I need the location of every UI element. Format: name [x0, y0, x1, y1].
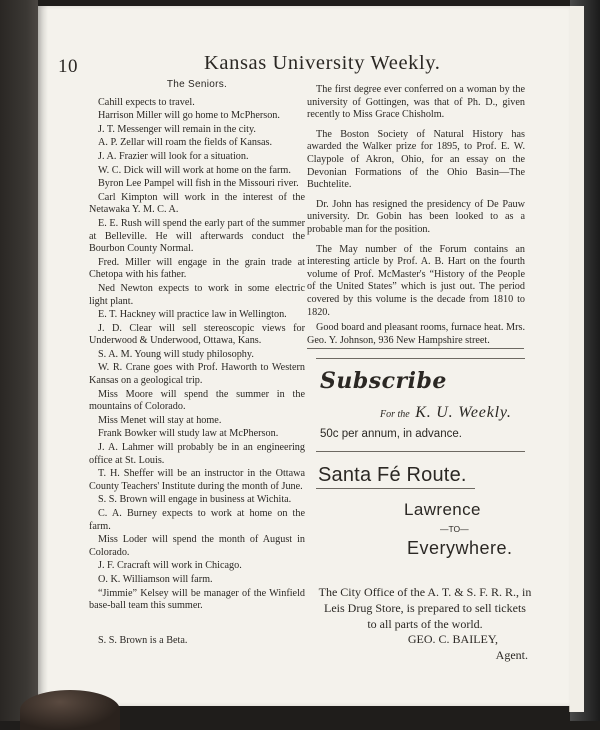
news-note: Dr. John has resigned the presidency of De Pauw university. Dr. Gobin has been looked to as a probable man for the position. — [307, 198, 525, 235]
subscription-price: 50c per annum, in advance. — [320, 428, 462, 440]
next-page-edge — [569, 6, 584, 712]
board-notice: Good board and pleasant rooms, furnace heat. Mrs. Geo. Y. Johnson, 936 New Hampshire street. — [307, 322, 525, 346]
for-the-text: For the — [380, 409, 410, 420]
senior-item: Harrison Miller will go home to McPherson. — [98, 110, 280, 122]
thumb-holding-page — [20, 690, 120, 730]
route-destination: Everywhere. — [407, 538, 513, 558]
route-from: Lawrence — [404, 500, 481, 519]
book-left-edge — [0, 0, 38, 721]
route-to-label: —TO— — [440, 524, 469, 534]
senior-item: J. A. Lahmer will probably be in an engineering office at St. Louis. — [89, 442, 305, 466]
paper-name: K. U. Weekly. — [415, 404, 512, 421]
notes-column — [307, 84, 525, 346]
news-note: The Boston Society of Natural History has awarded the Walker prize for 1895, to Prof. E. W. Claypole of Akron, Ohio, for an essay on the Devonian Formations of the Ohio Basin—The Buchtelite. — [307, 128, 525, 191]
senior-item: “Jimmie” Kelsey will be manager of the Winfield base-ball team this summer. — [89, 587, 305, 612]
subscribe-for-line — [380, 404, 512, 422]
senior-item: T. H. Sheffer will be an instructor in the Ottawa County Teachers' Institute during the month of June. — [89, 468, 305, 492]
senior-item: W. R. Crane goes with Prof. Haworth to Western Kansas on a geological trip. — [89, 362, 305, 387]
page-number: 10 — [58, 56, 78, 77]
seniors-column — [89, 79, 305, 648]
agent-role: Agent. — [495, 648, 528, 662]
senior-item: A. P. Zellar will roam the fields of Kansas. — [98, 137, 272, 149]
senior-item: Fred. Miller will engage in the grain trade at Chetopa with his father. — [89, 256, 305, 281]
senior-item: S. S. Brown will engage in business at Wichita. — [98, 494, 292, 506]
subscribe-headline: Subscribe — [320, 368, 447, 394]
senior-item: Cahill expects to travel. — [98, 96, 195, 108]
senior-item: E. T. Hackney will practice law in Wellington. — [98, 309, 287, 321]
divider-rule-2 — [316, 358, 525, 359]
ticket-office-notice — [318, 584, 532, 663]
senior-item: J. T. Messenger will remain in the city. — [98, 123, 256, 135]
senior-item: Byron Lee Pampel will fish in the Missouri river. — [98, 178, 299, 190]
office-text: The City Office of the A. T. & S. F. R. R., in Leis Drug Store, is prepared to sell tickets to all parts of the world. — [318, 585, 532, 631]
seniors-heading: The Seniors. — [166, 79, 228, 90]
senior-item: Ned Newton expects to work in some electric light plant. — [89, 282, 305, 307]
agent-name: GEO. C. BAILEY, — [407, 632, 498, 646]
news-note: The first degree ever conferred on a woman by the university of Gottingen, was that of Ph. D., given recently to Miss Grace Chisholm. — [307, 84, 525, 121]
santa-fe-underline — [316, 488, 475, 489]
senior-item: J. F. Cracraft will work in Chicago. — [98, 560, 242, 572]
divider-rule — [307, 348, 524, 349]
seniors-list — [89, 97, 305, 613]
senior-item: Miss Moore will spend the summer in the mountains of Colorado. — [89, 388, 305, 413]
senior-item: Miss Loder will spend the month of August in Colorado. — [89, 534, 305, 558]
seniors-footer-note: S. S. Brown is a Beta. — [98, 634, 188, 646]
senior-item: Carl Kimpton will work in the interest of the Netawaka Y. M. C. A. — [89, 191, 305, 216]
senior-item: C. A. Burney expects to work at home on the farm. — [89, 508, 305, 532]
santa-fe-title: Santa Fé Route. — [318, 464, 467, 486]
masthead-title: Kansas University Weekly. — [204, 52, 441, 74]
senior-item: J. A. Frazier will look for a situation. — [98, 150, 249, 162]
senior-item: E. E. Rush will spend the early part of the summer at Belleville. He will afterwards conduct the Bourbon County Normal. — [89, 217, 305, 255]
senior-item: O. K. Williamson will farm. — [98, 573, 213, 585]
spine-shadow — [38, 6, 48, 706]
senior-item: S. A. M. Young will study philosophy. — [98, 348, 254, 360]
senior-item: W. C. Dick will will work at home on the farm. — [98, 164, 291, 176]
senior-item: J. D. Clear will sell stereoscopic views for Underwood & Underwood, Ottawa, Kans. — [89, 322, 305, 347]
senior-item: Miss Menet will stay at home. — [98, 414, 222, 426]
news-note: The May number of the Forum contains an interesting article by Prof. A. B. Hart on the fourth volume of Prof. McMaster's “History of the People of the United States” which is just out. The period covered by this volume is the decade from 1810 to 1820. — [307, 243, 525, 318]
notes-list — [307, 84, 525, 319]
divider-rule-3 — [316, 451, 525, 452]
senior-item: Frank Bowker will study law at McPherson. — [98, 428, 279, 440]
